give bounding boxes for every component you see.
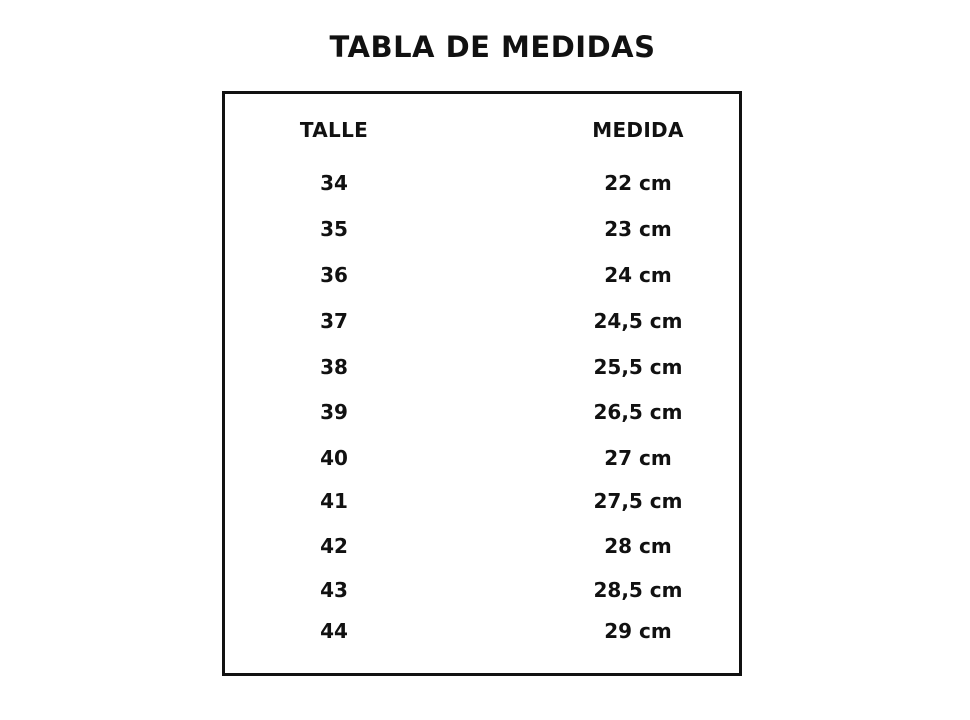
talle-cell: 37	[320, 309, 348, 333]
medida-cell: 23 cm	[604, 217, 672, 241]
medida-cell: 27 cm	[604, 446, 672, 470]
talle-cell: 44	[320, 619, 348, 643]
medida-cell: 24,5 cm	[593, 309, 683, 333]
column-header-talle: TALLE	[299, 118, 369, 142]
medida-cell: 28 cm	[604, 534, 672, 558]
talle-cell: 43	[320, 578, 348, 602]
medida-cell: 22 cm	[604, 171, 672, 195]
column-header-medida: MEDIDA	[592, 118, 684, 142]
talle-cell: 36	[320, 263, 348, 287]
talle-cell: 42	[320, 534, 348, 558]
medida-cell: 24 cm	[604, 263, 672, 287]
talle-cell: 41	[320, 489, 348, 513]
talle-cell: 40	[320, 446, 348, 470]
medida-cell: 26,5 cm	[593, 400, 683, 424]
medida-cell: 25,5 cm	[593, 355, 683, 379]
talle-cell: 38	[320, 355, 348, 379]
medida-cell: 28,5 cm	[593, 578, 683, 602]
medida-cell: 27,5 cm	[593, 489, 683, 513]
page-title: TABLA DE MEDIDAS	[329, 30, 656, 64]
talle-cell: 35	[320, 217, 348, 241]
medida-cell: 29 cm	[604, 619, 672, 643]
talle-cell: 39	[320, 400, 348, 424]
talle-cell: 34	[320, 171, 348, 195]
